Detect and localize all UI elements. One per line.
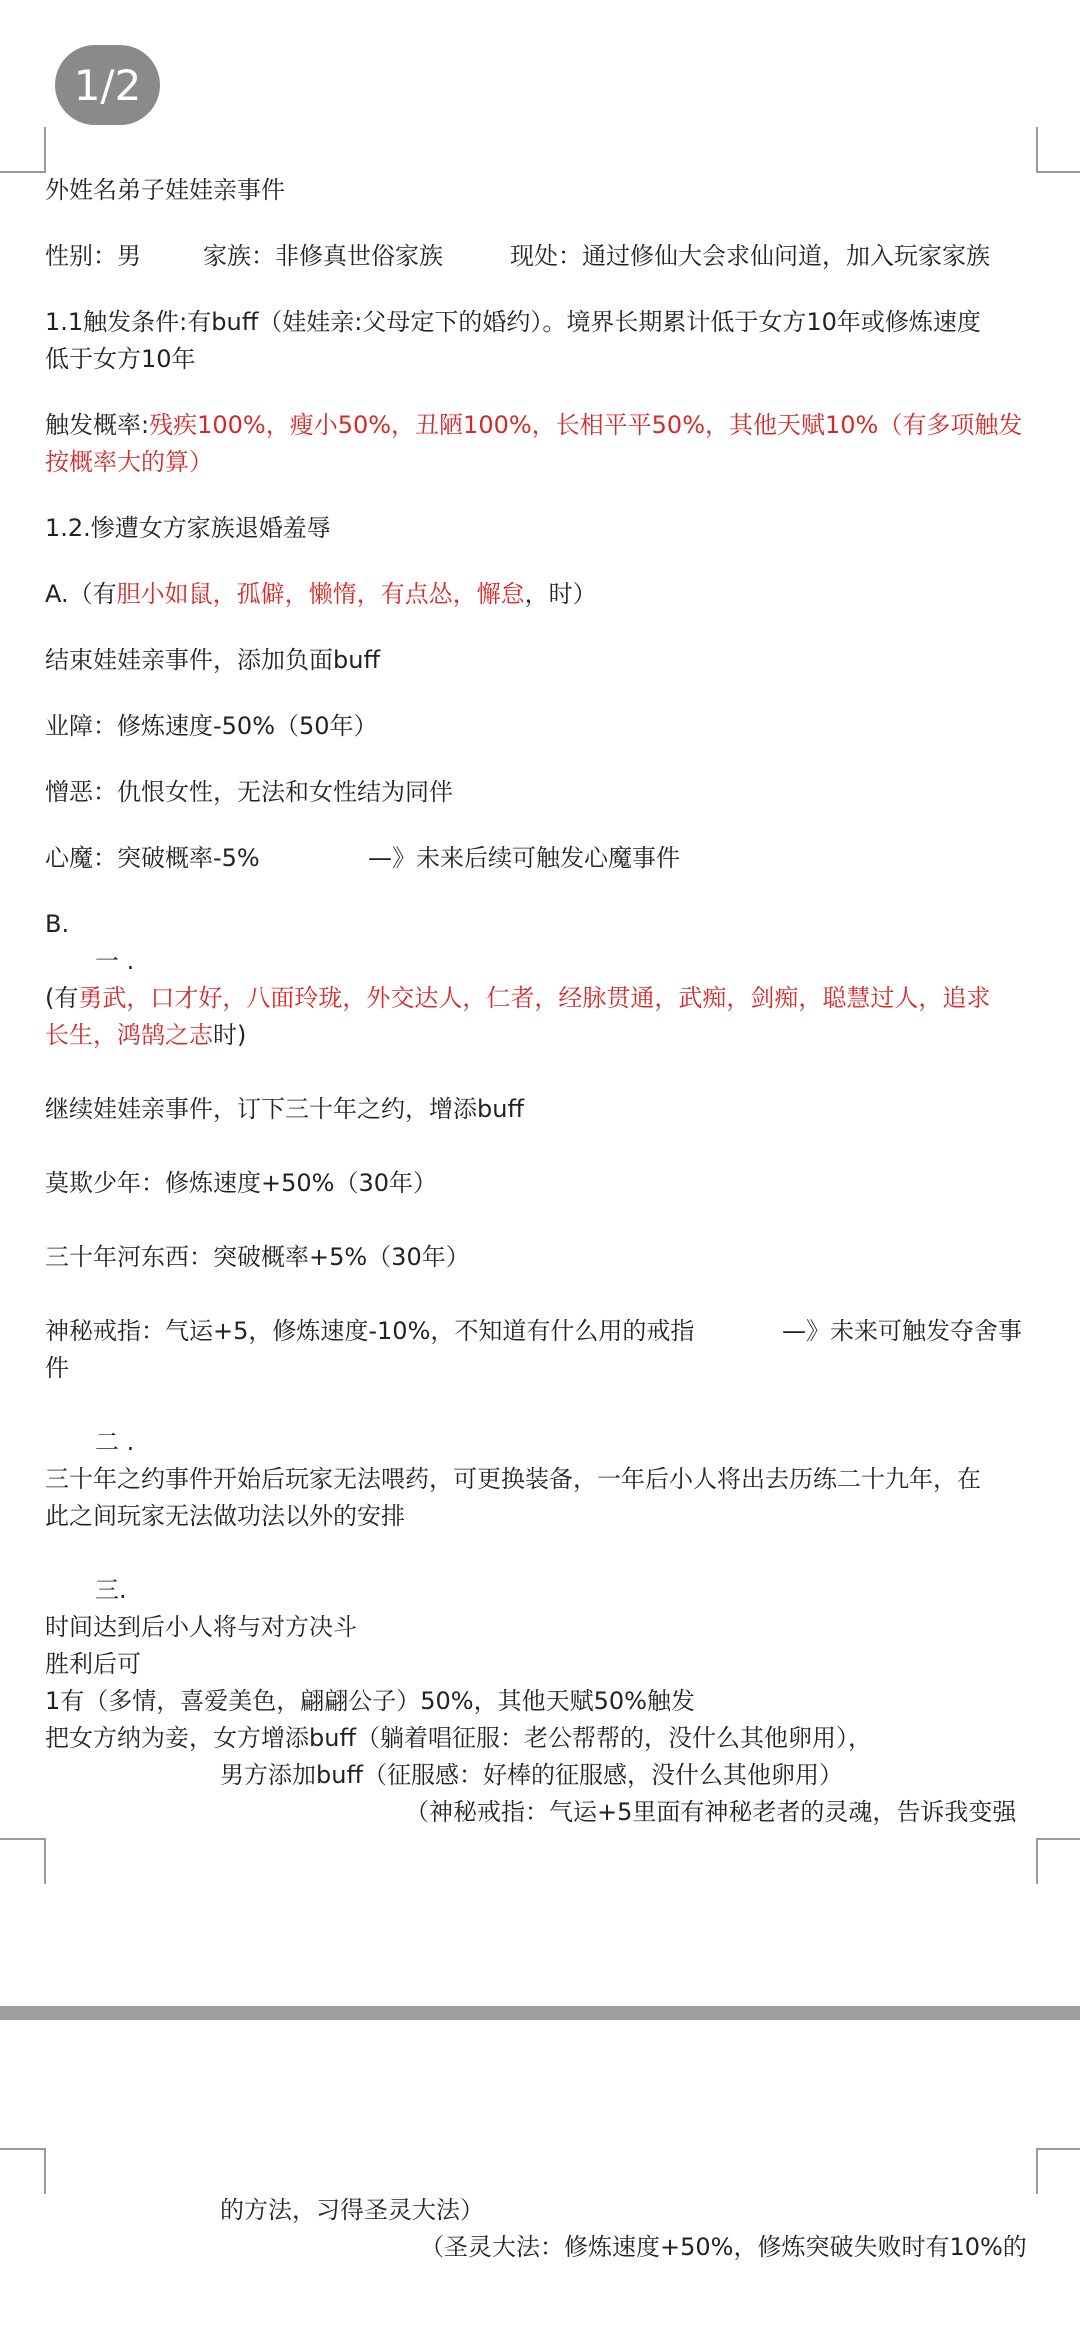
condition-prefix: A.（有: [45, 580, 117, 608]
page-indicator: 1/2: [55, 45, 160, 125]
condition-suffix: ，时）: [524, 580, 597, 608]
condition-prefix: (有: [45, 984, 79, 1012]
paragraph-line: 时间达到后小人将与对方决斗: [45, 1613, 357, 1641]
trigger-line: 低于女方10年: [45, 345, 196, 373]
paragraph-line: 胜利后可: [45, 1650, 141, 1678]
crop-mark: [0, 1838, 46, 1884]
option-a-result: 结束娃娃亲事件，添加负面buff: [45, 646, 380, 674]
paragraph-line: 1有（多情，喜爱美色，翩翩公子）50%，其他天赋50%触发: [45, 1687, 695, 1715]
buff-line: 心魔：突破概率-5%: [45, 844, 260, 872]
info-gender: 性别：男: [45, 242, 141, 270]
probability-label: 触发概率:: [45, 411, 150, 439]
option-b-result: 继续娃娃亲事件，订下三十年之约，增添buff: [45, 1095, 524, 1123]
paragraph-line: 此之间玩家无法做功法以外的安排: [45, 1502, 405, 1530]
condition-traits: 胆小如鼠，孤僻，懒惰，有点怂，懈怠: [116, 580, 525, 608]
trigger-line: 1.1触发条件:有buff（娃娃亲:父母定下的婚约）。境界长期累计低于女方10年或修炼速度: [45, 308, 981, 336]
option-a-condition: [45, 576, 597, 613]
subsection-number: 三.: [95, 1576, 127, 1604]
section-label: B.: [45, 910, 70, 938]
condition-suffix: 时): [213, 1021, 247, 1049]
paragraph-line: （神秘戒指：气运+5里面有神秘老者的灵魂，告诉我变强: [405, 1798, 1017, 1826]
subsection-number: 二 .: [95, 1428, 135, 1456]
paragraph-line: 把女方纳为妾，女方增添buff（躺着唱征服：老公帮帮的，没什么其他卵用），: [45, 1724, 872, 1752]
subsection-number: 一 .: [95, 947, 135, 975]
crop-mark: [1036, 1838, 1080, 1884]
paragraph-line: 三十年之约事件开始后玩家无法喂药，可更换装备，一年后小人将出去历练二十九年，在: [45, 1465, 981, 1493]
buff-note: —》未来可触发夺舍事: [782, 1317, 1022, 1345]
buff-line: 三十年河东西：突破概率+5%（30年）: [45, 1243, 470, 1271]
buff-note: —》未来后续可触发心魔事件: [368, 844, 680, 872]
probability-values: 残疾100%，瘦小50%，丑陋100%，长相平平50%，其他天赋10%（有多项触发: [149, 411, 1023, 439]
doc-title: 外姓名弟子娃娃亲事件: [45, 176, 285, 204]
condition-traits: 勇武，口才好，八面玲珑，外交达人，仁者，经脉贯通，武痴，剑痴，聪慧过人，追求: [78, 984, 991, 1012]
buff-line: 憎恶：仇恨女性，无法和女性结为同伴: [45, 778, 453, 806]
option-b-condition: [45, 980, 990, 1017]
probability-values: 按概率大的算）: [45, 448, 213, 476]
option-b-condition: [45, 1017, 246, 1054]
buff-note: 件: [45, 1354, 69, 1382]
paragraph-line: 男方添加buff（征服感：好棒的征服感，没什么其他卵用）: [220, 1761, 843, 1789]
condition-traits: 长生，鸿鹄之志: [45, 1021, 213, 1049]
crop-mark: [0, 2148, 46, 2194]
crop-mark: [1036, 127, 1080, 173]
paragraph-line: （圣灵大法：修炼速度+50%，修炼突破失败时有10%的: [420, 2233, 1027, 2261]
section-heading: 1.2.惨遭女方家族退婚羞辱: [45, 514, 331, 542]
crop-mark: [0, 127, 46, 173]
buff-line: 业障：修炼速度-50%（50年）: [45, 712, 378, 740]
page-divider: [0, 2006, 1080, 2020]
info-family: 家族：非修真世俗家族: [203, 242, 443, 270]
info-location: 现处：通过修仙大会求仙问道，加入玩家家族: [510, 242, 990, 270]
probability-line: [45, 407, 1022, 444]
crop-mark: [1036, 2148, 1080, 2194]
buff-line: 莫欺少年：修炼速度+50%（30年）: [45, 1169, 437, 1197]
paragraph-line: 的方法，习得圣灵大法）: [220, 2196, 484, 2224]
buff-line: 神秘戒指：气运+5，修炼速度-10%，不知道有什么用的戒指: [45, 1317, 695, 1345]
